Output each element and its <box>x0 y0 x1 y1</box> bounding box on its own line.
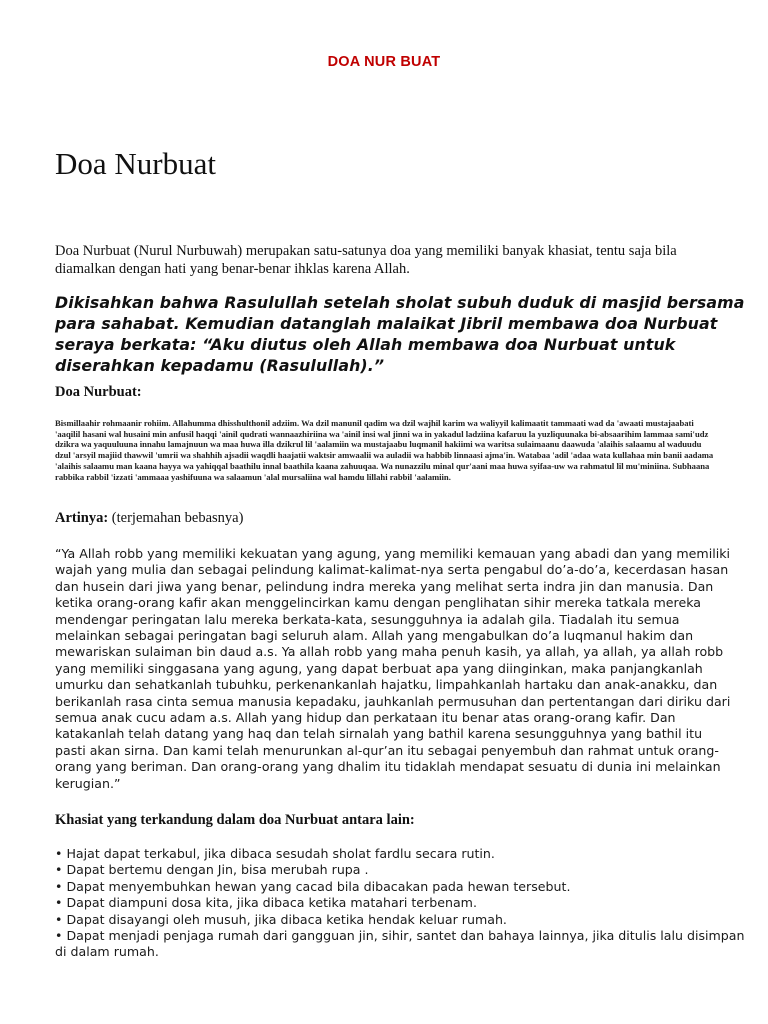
list-item-text: Dapat disayangi oleh musuh, jika dibaca ketika hendak keluar rumah. <box>66 911 507 927</box>
translation-paragraph: “Ya Allah robb yang memiliki kekuatan yang agung, yang memiliki kemauan yang abadi dan yang memiliki wajah yang mulia dan sebagai pelindung kalimat-kalimat-nya serta pengabul do’a-do’a, kecerdasan hasan dan husein dari jiwa yang benar, pelindung indra mereka yang melihat serta indra jin dan manusia. Dan ketika orang-orang kafir akan menggelincirkan kamu dengan penglihatan sihir mereka tatkala mereka mendengar peringatan lalu mereka berkata-kata, sesungguhnya ia adalah gila. Tiadalah itu semua melainkan sebagai peringatan bagi seluruh alam. Allah yang mengabulkan do’a luqmanul hakim dan mewariskan sulaiman bin daud a.s. Ya allah robb yang maha penuh kasih, ya allah, ya allah, ya allah robb yang memiliki singgasana yang agung, yang dapat berbuat apa yang diinginkan, maka panjangkanlah umurku dan sehatkanlah tubuhku, perkenankanlah hajatku, limpahkanlah hartaku dan anak-anakku, dan berikanlah rasa cinta semua manusia kepadaku, jauhkanlah permusuhan dan pertentangan dari diriku dari semua anak cucu adam a.s. Allah yang hidup dan perkataan itu benar atas orang-orang kafir. Dan katakanlah telah datang yang haq dan telah sirnalah yang bathil karena sesungguhnya yang bathil itu pasti akan sirna. Dan kami telah menurunkan al-qur’an itu sebagai penyembuh dan rahmat untuk orang-orang yang beriman. Dan orang-orang yang dhalim itu tidaklah mendapat sesuatu di dunia ini melainkan kerugian.” <box>55 546 731 791</box>
artinya-label: Artinya: <box>55 510 109 526</box>
khasiat-heading: Khasiat yang terkandung dalam doa Nurbuat antara lain: <box>55 812 415 828</box>
list-item <box>55 862 745 878</box>
bullet-icon: • <box>55 928 63 944</box>
bullet-icon: • <box>55 846 63 861</box>
list-item <box>55 928 745 961</box>
list-item <box>55 846 745 862</box>
bullet-icon: • <box>55 911 63 927</box>
khasiat-list <box>55 846 745 961</box>
list-item <box>55 879 745 895</box>
list-item-text: Dapat menyembuhkan hewan yang cacad bila dibacakan pada hewan tersebut. <box>66 878 571 894</box>
intro-paragraph: Doa Nurbuat (Nurul Nurbuwah) merupakan satu-satunya doa yang memiliki banyak khasiat, tentu saja bila diamalkan dengan hati yang benar-benar ihklas karena Allah. <box>55 243 677 277</box>
list-item-text: Hajat dapat terkabul, jika dibaca sesudah sholat fardlu secara rutin. <box>66 846 495 861</box>
artinya-note: (terjemahan bebasnya) <box>111 510 244 526</box>
list-item-text: Dapat diampuni dosa kita, jika dibaca ketika matahari terbenam. <box>66 895 477 911</box>
bullet-icon: • <box>55 895 63 911</box>
artinya-line <box>55 510 243 527</box>
page-header-title: DOA NUR BUAT <box>327 54 441 70</box>
bullet-icon: • <box>55 862 63 878</box>
emphasis-paragraph: Dikisahkan bahwa Rasulullah setelah sholat subuh duduk di masjid bersama para sahabat. Kemudian datanglah malaikat Jibril membawa doa Nurbuat seraya berkata: “Aku diutus oleh Allah membawa doa Nurbuat untuk diserahkan kepadamu (Rasulullah).” <box>55 293 745 375</box>
doa-transliteration: Bismillaahir rohmaanir rohiim. Allahumma dhisshulthonil adziim. Wa dzil manunil qadim wa dzil wajhil karim wa waliyyil kalimaatit tammaati wad da 'awaati mustajaabati 'aaqilil hasani wal husaini min anfusil haqqi 'ainil qudrati wannaazhiriina wa 'ainil insi wal jinni wa in yakadul ladziina kafaruu la yuzliquunaka bi-absaarihim lammaa sami'udz dzikra wa yaquuluuna innahu lamajnuun wa maa huwa illa dzikrul lil 'aalamiin wa mustajaabu luqmanil hakiimi wa waritsa sulaimaanu daawuda 'alaihis salaamu al waduudu dzul 'arsyil majiid thawwil 'umrii wa shahhih ajsadii waqdli haajatii waktsir amwaalii wa auladii wa habbib linnaasi ajma'in. Watabaa 'adil 'adaa wata kullahaa min banii aadama 'alaihis salaamu man kaana hayya wa yahiqqal baathilu innal baathila kaana zahuuqaa. Wa nunazzilu minal qur'aani maa huwa syifaa-uw wa rahmatul lil mu'miniina. Subhaana rabbika rabbil 'izzati 'ammaaa yashifuuna wa salaamun 'alal mursaliina wal hamdu lillahi rabbil 'aalamiin. <box>55 418 714 482</box>
list-item <box>55 895 745 911</box>
list-item-text: Dapat bertemu dengan Jin, bisa merubah rupa . <box>66 862 369 878</box>
list-item-text: Dapat menjadi penjaga rumah dari gangguan jin, sihir, santet dan bahaya lainnya, jika ditulis lalu disimpan di dalam rumah. <box>55 928 745 960</box>
bullet-icon: • <box>55 878 63 894</box>
list-item <box>55 912 745 928</box>
doa-heading: Doa Nurbuat: <box>55 384 142 400</box>
document-title: Doa Nurbuat <box>55 146 216 181</box>
